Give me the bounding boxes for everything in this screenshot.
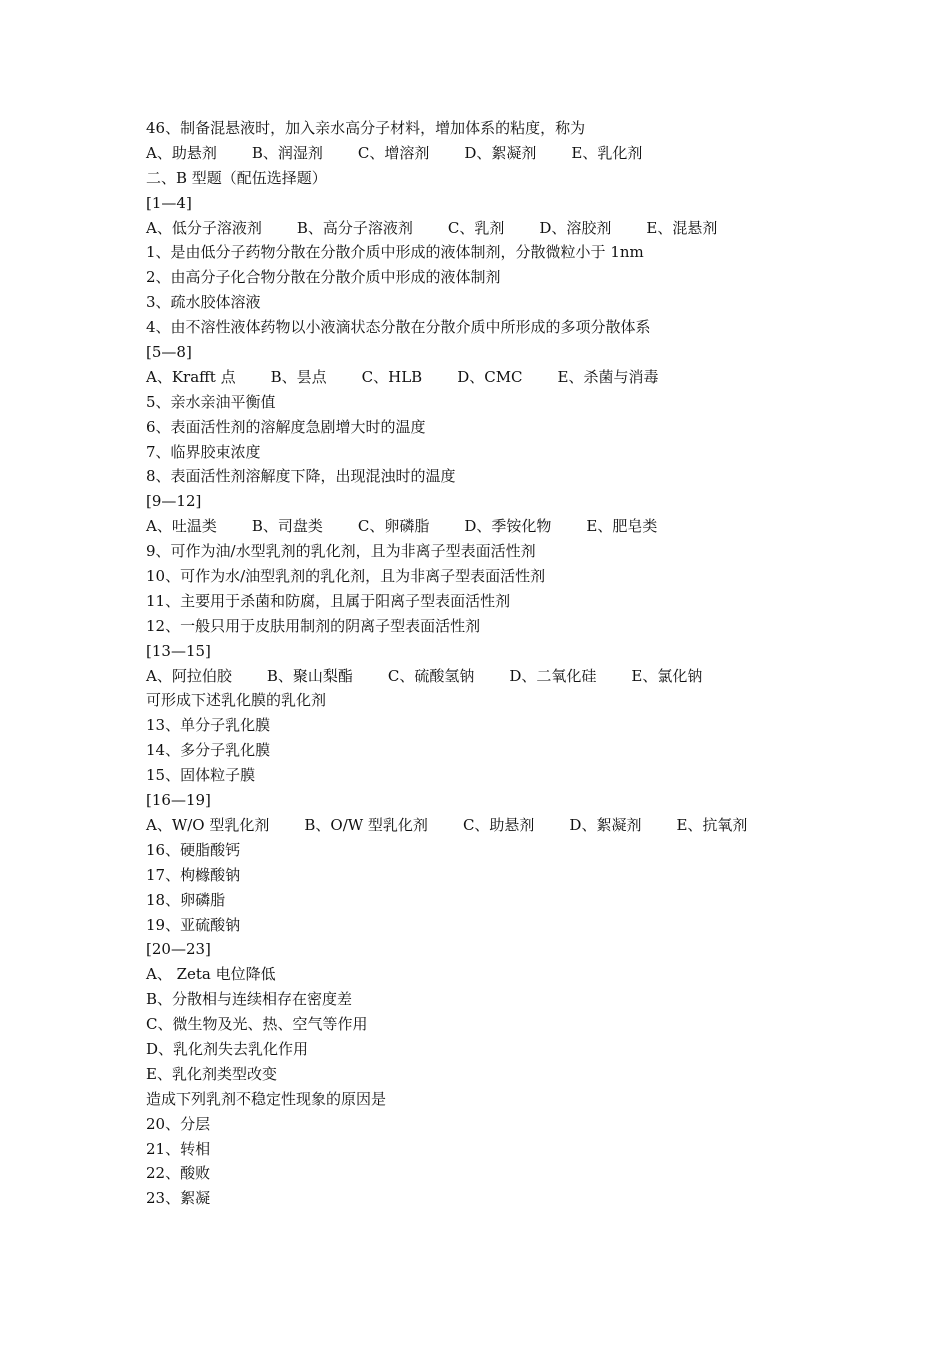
question-item: 8、表面活性剂溶解度下降，出现混浊时的温度: [146, 467, 456, 486]
question-item: 4、由不溶性液体药物以小液滴状态分散在分散介质中所形成的多项分散体系: [146, 318, 651, 337]
text-line: 可形成下述乳化膜的乳化剂: [146, 691, 327, 710]
option-item: C、HLB: [361, 367, 423, 386]
option-item: B、高分子溶液剂: [296, 218, 413, 237]
option-line: B、分散相与连续相存在密度差: [146, 990, 353, 1009]
option-item: C、助悬剂: [462, 815, 535, 834]
question-group-header: [5—8]: [146, 343, 192, 362]
option-item: C、乳剂: [447, 218, 505, 237]
option-line: A、 Zeta 电位降低: [146, 965, 276, 984]
option-item: D、季铵化物: [464, 517, 552, 536]
question-item: 12、一般只用于皮肤用制剂的阴离子型表面活性剂: [146, 616, 481, 635]
question-group-header: [16—19]: [146, 791, 211, 810]
option-row: [146, 664, 906, 689]
option-item: E、混悬剂: [646, 218, 718, 237]
option-item: A、W/O 型乳化剂: [146, 815, 270, 834]
question-item: 46、制备混悬液时，加入亲水高分子材料，增加体系的粘度，称为: [146, 119, 586, 137]
question-item: 13、单分子乳化膜: [146, 716, 271, 735]
option-row: [146, 514, 906, 539]
text-line: 造成下列乳剂不稳定性现象的原因是: [146, 1089, 387, 1108]
question-item: 18、卵磷脂: [146, 890, 226, 909]
option-item: B、司盘类: [251, 517, 323, 536]
question-item: 2、由高分子化合物分散在分散介质中形成的液体制剂: [146, 268, 501, 287]
option-item: B、聚山梨酯: [266, 666, 353, 685]
question-group-header: [20—23]: [146, 940, 211, 959]
question-item: 16、硬脂酸钙: [146, 840, 241, 859]
option-item: B、润湿剂: [251, 143, 323, 162]
option-row: [146, 365, 906, 390]
question-item: 21、转相: [146, 1139, 211, 1158]
option-row: [146, 813, 906, 838]
option-item: D、絮凝剂: [464, 143, 537, 162]
option-item: D、溶胶剂: [539, 218, 612, 237]
question-group-header: [9—12]: [146, 492, 202, 511]
option-item: E、乳化剂: [571, 143, 643, 162]
question-item: 20、分层: [146, 1114, 211, 1133]
option-item: C、增溶剂: [357, 143, 430, 162]
option-item: D、CMC: [457, 367, 523, 386]
option-item: E、肥皂类: [586, 517, 658, 536]
option-item: A、阿拉伯胶: [146, 666, 232, 685]
option-item: C、硫酸氢钠: [387, 666, 475, 685]
option-line: C、微生物及光、热、空气等作用: [146, 1015, 368, 1034]
option-item: A、低分子溶液剂: [146, 218, 262, 237]
question-item: 23、絮凝: [146, 1189, 211, 1208]
question-item: 15、固体粒子膜: [146, 766, 256, 785]
option-line: D、乳化剂失去乳化作用: [146, 1039, 309, 1058]
option-item: C、卵磷脂: [357, 517, 430, 536]
option-item: E、杀菌与消毒: [557, 367, 659, 386]
option-item: E、抗氧剂: [676, 815, 748, 834]
option-row: [146, 216, 906, 241]
question-item: 5、亲水亲油平衡值: [146, 392, 276, 411]
option-item: A、吐温类: [146, 517, 217, 536]
question-item: 11、主要用于杀菌和防腐，且属于阳离子型表面活性剂: [146, 591, 511, 610]
question-item: 1、是由低分子药物分散在分散介质中形成的液体制剂，分散微粒小于 1nm: [146, 243, 644, 262]
question-item: 17、枸橼酸钠: [146, 865, 241, 884]
question-group-header: [1—4]: [146, 193, 192, 212]
question-item: 9、可作为油/水型乳剂的乳化剂，且为非离子型表面活性剂: [146, 542, 536, 561]
option-item: A、Krafft 点: [146, 367, 236, 386]
option-item: E、氯化钠: [631, 666, 703, 685]
document-body: [146, 116, 906, 1211]
option-item: D、二氧化硅: [509, 666, 597, 685]
question-item: 14、多分子乳化膜: [146, 741, 271, 760]
option-line: E、乳化剂类型改变: [146, 1064, 277, 1083]
question-item: 22、酸败: [146, 1164, 211, 1183]
option-item: A、助悬剂: [146, 143, 217, 162]
question-item: 6、表面活性剂的溶解度急剧增大时的温度: [146, 417, 426, 436]
option-item: D、絮凝剂: [569, 815, 642, 834]
section-heading: 二、B 型题（配伍选择题）: [146, 168, 327, 187]
question-item: 10、可作为水/油型乳剂的乳化剂，且为非离子型表面活性剂: [146, 567, 546, 586]
question-item: 7、临界胶束浓度: [146, 442, 261, 461]
option-item: B、O/W 型乳化剂: [304, 815, 428, 834]
question-group-header: [13—15]: [146, 641, 211, 660]
question-item: 3、疏水胶体溶液: [146, 293, 261, 312]
option-row: [146, 141, 906, 166]
option-item: B、昙点: [270, 367, 327, 386]
question-item: 19、亚硫酸钠: [146, 915, 241, 934]
